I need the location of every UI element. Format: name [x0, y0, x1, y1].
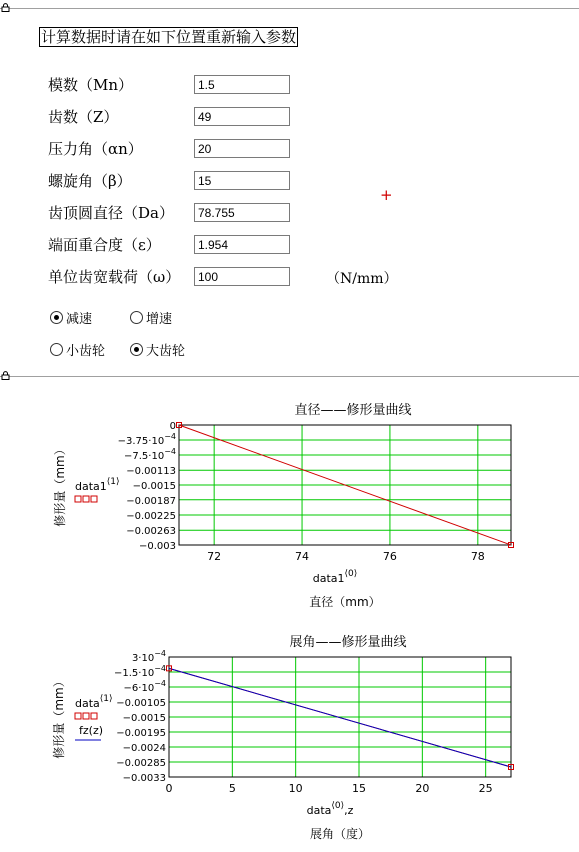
- contact-ratio-input[interactable]: [194, 235, 290, 254]
- chart2-x-tick-label: 15: [352, 782, 366, 795]
- chart2-y-tick-label: $-6\cdot 10^{-4}$: [123, 679, 166, 694]
- chart2-y-tick-label: −0.00105: [116, 698, 166, 709]
- chart1-legend-marker: [83, 496, 89, 502]
- pressure-angle-label: 压力角（αn）: [48, 140, 143, 158]
- chart1-y-tick-label: −0.00263: [126, 526, 176, 538]
- radio-reduce-indicator[interactable]: [50, 311, 63, 324]
- chart2-y-expression: data$^{⟨1⟩}$: [75, 694, 113, 710]
- radio-increase-label: 增速: [146, 311, 173, 327]
- helix-angle-label: 螺旋角（β）: [48, 172, 132, 190]
- radio-increase[interactable]: [130, 309, 172, 325]
- chart2-series-2-line: [169, 668, 511, 767]
- tip-diameter-label: 齿顶圆直径（Da）: [48, 204, 174, 222]
- lock-icon[interactable]: [1, 3, 10, 12]
- chart1-x-tick-label: 76: [382, 550, 397, 563]
- radio-reduce-label: 减速: [66, 311, 93, 327]
- tip-diameter-input[interactable]: [194, 203, 290, 222]
- diameter-modification-chart[interactable]: [0, 395, 579, 620]
- chart2-legend-marker: [75, 713, 81, 719]
- chart1-title: 直径——修形量曲线: [294, 403, 412, 418]
- radio-large-gear[interactable]: [130, 341, 185, 357]
- module-label: 模数（Mn）: [48, 76, 134, 94]
- chart2-x-expression: data$^{⟨0⟩}$,z: [306, 801, 354, 817]
- chart2-y-expression-2: fz(z): [79, 724, 104, 737]
- teeth-count-label: 齿数（Z）: [48, 108, 119, 126]
- region-divider-bottom: [0, 376, 579, 377]
- chart2-y-tick-label: −0.00285: [116, 758, 166, 769]
- radio-increase-indicator[interactable]: [130, 311, 143, 324]
- chart1-legend-marker: [75, 496, 81, 502]
- chart1-y-tick-label: −0.00225: [126, 511, 176, 522]
- chart1-x-tick-label: 78: [470, 550, 485, 563]
- helix-angle-input[interactable]: [194, 171, 290, 190]
- radio-small-gear-indicator[interactable]: [50, 343, 63, 356]
- module-input[interactable]: [194, 75, 290, 94]
- chart2-y-tick-label: −0.0033: [122, 773, 166, 784]
- chart2-legend-marker: [83, 713, 89, 719]
- chart1-y-axis-title: 修形量（mm）: [53, 443, 67, 527]
- chart1-y-tick-label: $-3.75\cdot 10^{-4}$: [117, 432, 176, 447]
- lock-icon[interactable]: [1, 371, 10, 380]
- teeth-count-input[interactable]: [194, 107, 290, 126]
- instruction-heading: 计算数据时请在如下位置重新输入参数: [41, 28, 297, 46]
- chart2-x-tick-label: 25: [478, 782, 493, 795]
- unit-load-label: 单位齿宽载荷（ω）: [48, 268, 181, 286]
- unit-load-input[interactable]: [194, 267, 290, 286]
- chart1-x-axis-title: 直径（mm）: [309, 595, 381, 609]
- chart2-x-axis-title: 展角（度）: [309, 827, 371, 841]
- chart2-x-tick-label: 20: [415, 782, 430, 795]
- chart1-y-expression: $data1^{⟨1⟩}$: [75, 477, 120, 493]
- chart1-x-expression: $data1^{⟨0⟩}$: [312, 569, 358, 585]
- chart2-y-tick-label: −0.0015: [122, 713, 166, 724]
- chart1-y-tick-label: −0.003: [138, 541, 176, 552]
- radio-large-gear-indicator[interactable]: [130, 343, 143, 356]
- chart2-y-tick-label: −0.0024: [122, 743, 166, 754]
- chart1-y-tick-label: $-7.5\cdot 10^{-4}$: [124, 447, 176, 462]
- chart1-y-tick-label: −0.0015: [132, 481, 176, 492]
- pressure-angle-input[interactable]: [194, 139, 290, 158]
- radio-small-gear[interactable]: [50, 341, 105, 357]
- radio-reduce[interactable]: [50, 309, 92, 325]
- contact-ratio-label: 端面重合度（ε）: [48, 236, 161, 254]
- chart1-y-tick-label: −0.00113: [126, 466, 176, 478]
- region-divider-top: [0, 8, 579, 9]
- chart2-y-tick-label: $-1.5\cdot 10^{-4}$: [114, 664, 166, 679]
- chart2-title: 展角——修形量曲线: [289, 635, 407, 650]
- chart2-x-tick-label: 10: [288, 782, 303, 795]
- radio-small-gear-label: 小齿轮: [66, 343, 106, 359]
- chart1-x-tick-label: 74: [295, 550, 310, 563]
- chart2-y-tick-label: $3\cdot 10^{-4}$: [131, 649, 166, 664]
- radio-large-gear-label: 大齿轮: [146, 343, 186, 359]
- chart2-legend-marker: [91, 713, 97, 719]
- chart1-legend-marker: [91, 496, 97, 502]
- chart2-x-tick-label: 5: [228, 782, 236, 795]
- chart2-y-axis-title: 修形量（mm）: [52, 675, 66, 759]
- chart1-y-tick-label: −0.00187: [126, 495, 176, 507]
- roll-angle-modification-chart[interactable]: [0, 625, 579, 850]
- chart1-y-tick-label: 0: [169, 421, 176, 432]
- crosshair-icon: +: [380, 186, 393, 204]
- unit-load-unit: （N/mm）: [326, 271, 398, 287]
- chart2-y-tick-label: −0.00195: [116, 728, 166, 739]
- chart2-x-tick-label: 0: [165, 782, 173, 795]
- chart1-x-tick-label: 72: [207, 550, 222, 563]
